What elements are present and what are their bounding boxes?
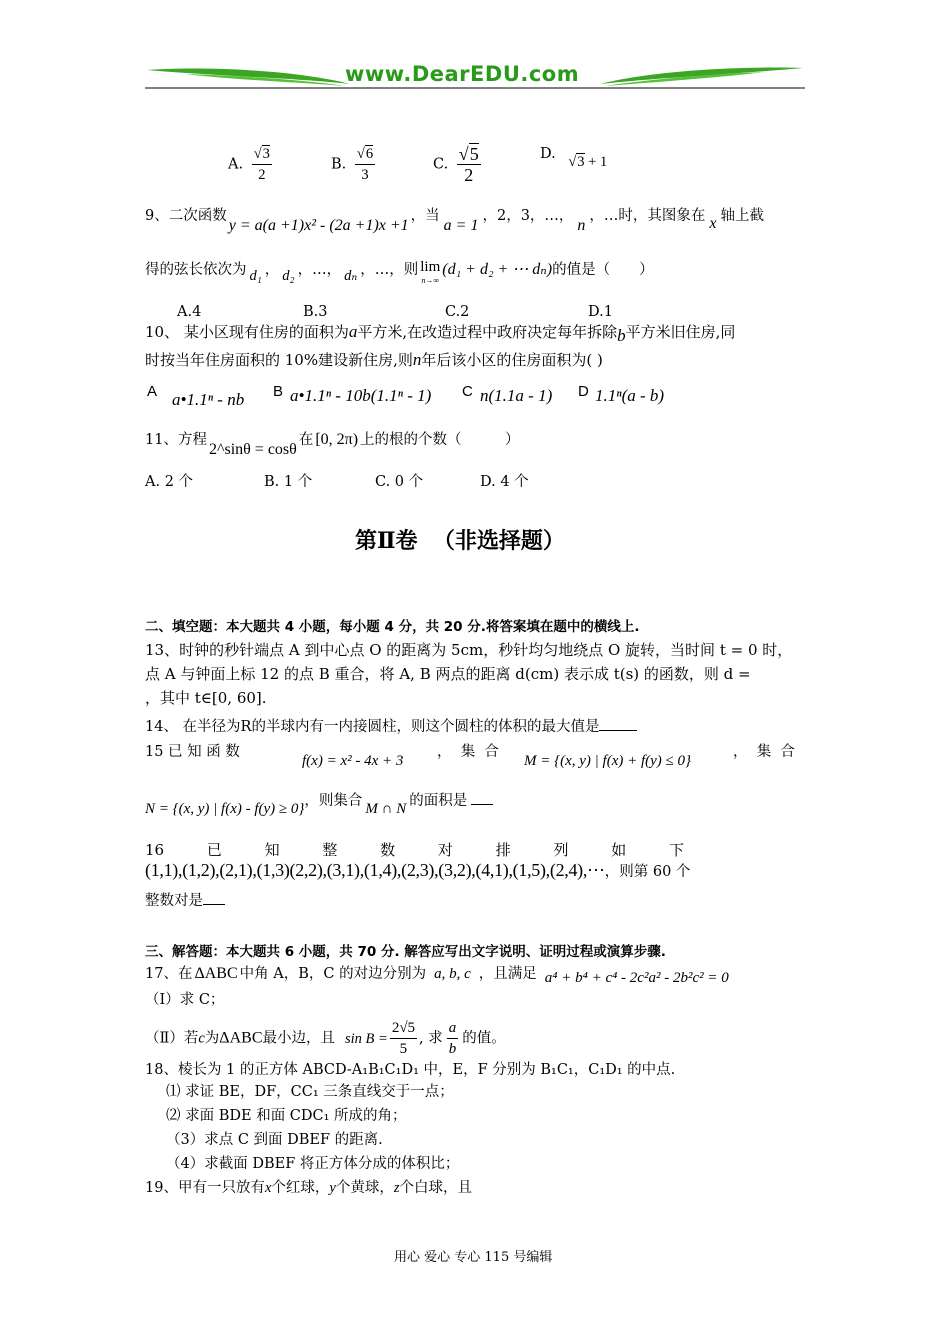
var-d1: d₁ <box>249 268 262 284</box>
text: 中角 A，B，C 的对边分别为 <box>239 966 427 982</box>
var-d2: d₂ <box>282 268 295 284</box>
var-z: z <box>393 1180 400 1196</box>
text: 个红球， <box>271 1180 330 1196</box>
q11-line <box>145 430 520 458</box>
answer-blank <box>599 716 637 731</box>
q10-opt-b: a•1.1ⁿ - 10b(1.1ⁿ - 1) <box>290 386 432 405</box>
q10-line2 <box>145 350 603 370</box>
fraction <box>447 1018 459 1059</box>
triangle: ΔABC <box>194 965 238 982</box>
text: 最小边，且 <box>262 1030 335 1047</box>
text: 19、甲有一只放有 <box>145 1180 265 1196</box>
answer-blank <box>471 790 493 805</box>
q15-function: f(x) = x² - 4x + 3 <box>302 753 404 769</box>
var-c: c <box>198 1030 205 1047</box>
q18-line1: 18、棱长为 1 的正方体 ABCD-A₁B₁C₁D₁ 中，E，F 分别为 B₁C₁，C₁D₁ 的中点. <box>145 1062 676 1078</box>
fraction: $\frac{√3}{2}$ <box>253 146 270 183</box>
q9-opt-c: C.2 <box>445 304 470 320</box>
q11-opt-a: A. 2 个 <box>145 474 194 490</box>
option-label: A. <box>228 156 244 173</box>
q8-option-a <box>228 144 272 185</box>
answer-blank <box>203 890 225 905</box>
fraction: $\frac{√6}{3}$ <box>356 146 374 183</box>
text: 年后该小区的住房面积为( ) <box>421 351 603 369</box>
option-label: B. <box>331 156 347 173</box>
q15-intersection: M ∩ N <box>365 801 407 817</box>
q16-line2 <box>145 860 690 882</box>
q13-line2: 点 A 与钟面上标 12 的点 B 重合，将 A, B 两点的距离 d(cm) 表示成 t(s) 的函数，则 d = <box>145 665 751 683</box>
text: 上的根的个数（ ） <box>360 432 520 448</box>
q10-opt-a-label: A <box>147 383 158 400</box>
q13-line3: ，其中 t∈[0, 60]. <box>145 689 267 707</box>
q10-opt-a: a•1.1ⁿ - nb <box>172 390 245 409</box>
q9-opt-d: D.1 <box>588 304 613 320</box>
page-footer: 用心 爱心 专心 115 号编辑 <box>394 1250 553 1265</box>
text: 10、 某小区现有住房的面积为 <box>145 323 349 341</box>
q17-equation: a⁴ + b⁴ + c⁴ - 2c²a² - 2b²c² = 0 <box>544 970 729 986</box>
var-b: b <box>617 326 626 345</box>
frac-num: 2√5 <box>390 1018 417 1039</box>
site-name: www.DearEDU.com <box>345 62 580 86</box>
q9-cond: a = 1 <box>443 217 479 234</box>
q9-sum: (d₁ + d₂ + ⋯ dₙ) <box>442 261 553 278</box>
q15-set-n: N = {(x, y) | f(x) - f(y) ≥ 0} <box>145 801 305 817</box>
q18-sub3: （3）求点 C 到面 DBEF 的距离. <box>166 1132 383 1148</box>
q17-line1 <box>145 964 729 984</box>
text: 的值。 <box>462 1030 506 1047</box>
q15-set-label: ， 集 合 <box>437 744 499 760</box>
text: 个白球，且 <box>399 1180 472 1196</box>
q11-equation: 2^sinθ = cosθ <box>208 441 297 458</box>
q16-line3 <box>145 890 225 911</box>
q15-set-m: M = {(x, y) | f(x) + f(y) ≤ 0} <box>524 753 692 769</box>
q18-sub4: （4）求截面 DBEF 将正方体分成的体积比； <box>166 1156 460 1172</box>
q10-opt-d-label: D <box>578 383 589 400</box>
var-dn: dₙ <box>344 268 358 284</box>
text: 14、 在半径为R的半球内有一内接圆柱，则这个圆柱的体积的最大值是 <box>145 719 600 735</box>
q15-line1 <box>145 742 240 762</box>
option-label: C. <box>433 156 449 173</box>
text: ，当 <box>410 208 440 224</box>
sqrt-val: 3 <box>577 154 585 170</box>
q17-part2 <box>145 1018 506 1059</box>
q8-option-c <box>433 144 481 185</box>
var-n: n <box>577 217 586 234</box>
text: 15 已 知 函 数 <box>145 744 240 760</box>
text: ，…时，其图象在 <box>589 208 706 224</box>
q9-number: 9、二次函数 <box>145 208 227 224</box>
fill-heading: 二、填空题：本大题共 4 小题，每小题 4 分，共 20 分.将答案填在题中的横线上. <box>145 619 640 635</box>
text: 个黄球， <box>335 1180 394 1196</box>
q9-function: y = a(a +1)x² - (2a +1)x +1 <box>228 217 409 234</box>
q19-line <box>145 1178 472 1198</box>
text: 为 <box>204 1030 220 1047</box>
text: 得的弦长依次为 <box>145 262 247 278</box>
var-x: x <box>709 215 717 232</box>
q10-opt-b-label: B <box>273 383 284 400</box>
text: 时按当年住房面积的 10%建设新住房,则 <box>145 351 413 369</box>
frac-den: 3 <box>361 167 369 183</box>
q16-line1: 16 已 知 整 数 对 排 列 如 下 <box>145 841 685 859</box>
frac-num: 5 <box>469 144 479 164</box>
text: 轴上截 <box>720 208 765 224</box>
text: 17、在 <box>145 966 193 982</box>
text: ， <box>264 262 280 278</box>
lim-sub: n→∞ <box>421 276 440 285</box>
q10-opt-c-label: C <box>462 383 473 400</box>
q9-opt-b: B.3 <box>303 304 328 320</box>
q9-line2 <box>145 260 654 288</box>
q14-line <box>145 716 637 737</box>
q8-option-d: D. √3 + 1 <box>540 146 608 170</box>
q9-opt-a: A.4 <box>177 304 202 320</box>
fraction <box>390 1018 417 1059</box>
header-logo <box>145 58 805 98</box>
text: 11、方程 <box>145 432 207 448</box>
text: 在 <box>298 432 314 448</box>
text: ，2，3，…， <box>482 208 574 224</box>
q11-interval: [0, 2π) <box>315 431 359 448</box>
q18-sub1: ⑴ 求证 BE，DF，CC₁ 三条直线交于一点； <box>166 1084 454 1100</box>
plus-one: + 1 <box>588 154 608 170</box>
text: 平方米,在改造过程中政府决定每年拆除 <box>357 323 618 341</box>
sinB: sin B = <box>344 1030 388 1047</box>
text: , 求 <box>419 1030 443 1047</box>
var-a: a <box>348 322 358 341</box>
sides: a, b, c <box>434 966 471 982</box>
q9-line1 <box>145 206 765 234</box>
text: 整数对是 <box>145 893 203 909</box>
limit <box>420 260 440 288</box>
text: 平方米旧住房,同 <box>625 323 736 341</box>
section-title: 第Ⅱ卷 （非选择题） <box>355 528 565 554</box>
q11-opt-d: D. 4 个 <box>480 474 529 490</box>
var-x: x <box>264 1180 272 1196</box>
text: ，…， <box>297 262 342 278</box>
q15-set-label2: ， 集 合 <box>733 744 795 760</box>
q10-opt-d: 1.1ⁿ(a - b) <box>595 386 665 405</box>
solve-heading: 三、解答题：本大题共 6 小题，共 70 分. 解答应写出文字说明、证明过程或演算步骤. <box>145 944 666 960</box>
q16-sequence: (1,1),(1,2),(2,1),(1,3)(2,2),(3,1),(1,4),(2,3),(3,2),(4,1),(1,5),(2,4),⋯ <box>145 860 605 880</box>
q11-opt-b: B. 1 个 <box>264 474 313 490</box>
var-y: y <box>329 1180 336 1196</box>
frac-den: b <box>448 1041 457 1057</box>
frac-den: 2 <box>258 167 266 183</box>
frac-num: 6 <box>365 146 374 162</box>
triangle: ΔABC <box>219 1029 263 1047</box>
q10-opt-c: n(1.1a - 1) <box>480 386 553 405</box>
q10-line1 <box>145 322 736 345</box>
var-n: n <box>412 350 422 369</box>
text: ，且满足 <box>478 966 537 982</box>
text: 的面积是 <box>409 793 468 809</box>
q8-option-b <box>331 144 375 185</box>
q18-sub2: ⑵ 求面 BDE 和面 CDC₁ 所成的角； <box>166 1108 407 1124</box>
frac-den: 5 <box>399 1041 408 1057</box>
q13-line1: 13、时钟的秒针端点 A 到中心点 O 的距离为 5cm，秒针均匀地绕点 O 旋转，当时间 t = 0 时， <box>145 641 793 659</box>
text: （Ⅱ）若 <box>145 1030 199 1047</box>
q17-part1: （Ⅰ）求 C； <box>145 992 225 1008</box>
option-label: D. <box>540 146 556 162</box>
text: ，则集合 <box>304 793 363 809</box>
lim-word: lim <box>420 259 441 275</box>
text: 的值是（ ） <box>552 262 654 278</box>
text: ，…，则 <box>360 262 419 278</box>
fraction: $\frac{√5}{2}$ <box>458 144 479 185</box>
frac-num: 3 <box>262 146 270 162</box>
frac-den: 2 <box>464 165 474 185</box>
q15-line2 <box>145 793 493 819</box>
frac-num: a <box>447 1018 459 1039</box>
text: ，则第 60 个 <box>604 864 691 880</box>
q11-opt-c: C. 0 个 <box>375 474 424 490</box>
